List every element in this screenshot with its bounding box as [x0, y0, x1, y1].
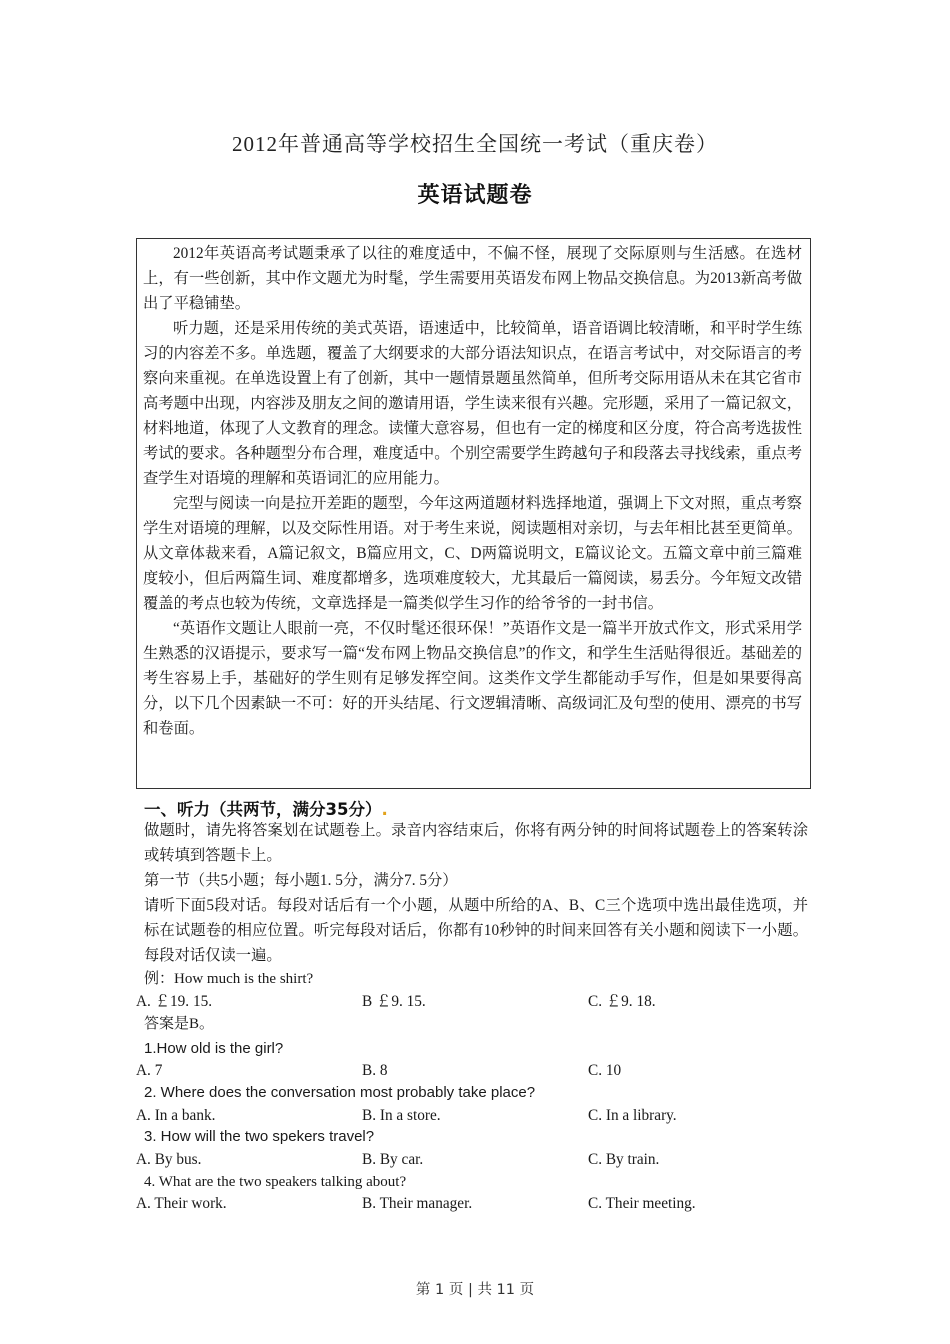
- question-2: 2. Where does the conversation most probably take place?: [144, 1084, 536, 1101]
- question-4-options: [136, 1193, 816, 1215]
- summary-paragraph: 完型与阅读一向是拉开差距的题型，今年这两道题材料选择地道，强调上下文对照，重点考察学生对语境的理解，以及交际性用语。对于考生来说，阅读题相对亲切，与去年相比甚至更简单。从文章体裁来看，A篇记叙文，B篇应用文，C、D两篇说明文，E篇议论文。五篇文章中前三篇难度较小，但后两篇生词、难度都增多，选项难度较大，尤其最后一篇阅读，易丢分。今年短文改错覆盖的考点也较为传统，文章选择是一篇类似学生习作的给爷爷的一封书信。: [143, 495, 802, 612]
- question-4: 4. What are the two speakers talking about?: [144, 1174, 407, 1190]
- question-1-options: [136, 1060, 816, 1082]
- option-b: B. In a store.: [362, 1107, 441, 1124]
- summary-paragraph: 听力题，还是采用传统的美式英语，语速适中，比较简单，语音语调比较清晰，和平时学生练习的内容差不多。单选题，覆盖了大纲要求的大部分语法知识点，在语言考试中，对交际语言的考察向来重视。在单选设置上有了创新，其中一题情景题虽然简单，但所考交际用语从未在其它省市高考题中出现，内容涉及朋友之间的邀请用语，学生读来很有兴趣。完形题，采用了一篇记叙文，材料地道，体现了人文教育的理念。读懂大意容易，但也有一定的梯度和区分度，符合高考选拔性考试的要求。各种题型分布合理，难度适中。个别空需要学生跨越句子和段落去寻找线索，重点考查学生对语境的理解和英语词汇的应用能力。: [143, 320, 802, 487]
- section-instructions: 做题时，请先将答案划在试题卷上。录音内容结束后，你将有两分钟的时间将试题卷上的答案转涂或转填到答题卡上。: [144, 822, 808, 864]
- example-answer: 答案是B。: [144, 1016, 215, 1032]
- example-question: 例：How much is the shirt?: [144, 971, 314, 987]
- option-a: A. By bus.: [136, 1151, 202, 1168]
- exam-subtitle: 英语试题卷: [417, 183, 533, 208]
- summary-box: [136, 238, 811, 789]
- option-b: B. 8: [362, 1062, 388, 1079]
- question-1: 1.How old is the girl?: [144, 1040, 284, 1057]
- section-heading: [144, 796, 388, 820]
- page-indicator: 第 1 页 | 共 11 页: [415, 1282, 535, 1298]
- option-a: A. Their work.: [136, 1195, 227, 1212]
- section-heading-text: 一、听力（共两节，满分35分）: [144, 800, 382, 819]
- option-c: C. By train.: [588, 1151, 660, 1168]
- heading-dot: .: [381, 800, 388, 819]
- summary-paragraph: “英语作文题让人眼前一亮，不仅时髦还很环保！”英语作文是一篇半开放式作文，形式采用学生熟悉的汉语提示，要求写一篇“发布网上物品交换信息”的作文，和学生生活贴得很近。基础差的考生容易上手，基础好的学生则有足够发挥空间。这类作文学生都能动手写作，但是如果要得高分，以下几个因素缺一不可：好的开头结尾、行文逻辑清晰、高级词汇及句型的使用、漂亮的书写和卷面。: [143, 620, 802, 737]
- option-b: B. Their manager.: [362, 1195, 473, 1212]
- option-c: C. ￡9. 18.: [588, 993, 656, 1010]
- question-3: 3. How will the two spekers travel?: [144, 1128, 375, 1145]
- option-c: C. In a library.: [588, 1107, 677, 1124]
- option-c: C. 10: [588, 1062, 622, 1079]
- option-b: B. By car.: [362, 1151, 424, 1168]
- question-2-options: [136, 1105, 816, 1127]
- part1-title: 第一节（共5小题；每小题1. 5分，满分7. 5分）: [144, 872, 458, 889]
- part1-instructions: 请听下面5段对话。每段对话后有一个小题，从题中所给的A、B、C三个选项中选出最佳选项，并标在试题卷的相应位置。听完每段对话后，你都有10秒钟的时间来回答有关小题和阅读下一小题。每段对话仅读一遍。: [144, 897, 808, 964]
- option-a: A. In a bank.: [136, 1107, 216, 1124]
- option-a: A. 7: [136, 1062, 163, 1079]
- example-options: [136, 991, 816, 1013]
- question-3-options: [136, 1149, 816, 1171]
- summary-paragraph: 2012年英语高考试题秉承了以往的难度适中，不偏不怪，展现了交际原则与生活感。在选材上，有一些创新，其中作文题尤为时髦，学生需要用英语发布网上物品交换信息。为2013新高考做出了平稳铺垫。: [143, 245, 802, 312]
- exam-title: 2012年普通高等学校招生全国统一考试（重庆卷）: [232, 132, 718, 156]
- option-c: C. Their meeting.: [588, 1195, 696, 1212]
- option-a: A. ￡19. 15.: [136, 993, 213, 1010]
- option-b: B ￡9. 15.: [362, 993, 426, 1010]
